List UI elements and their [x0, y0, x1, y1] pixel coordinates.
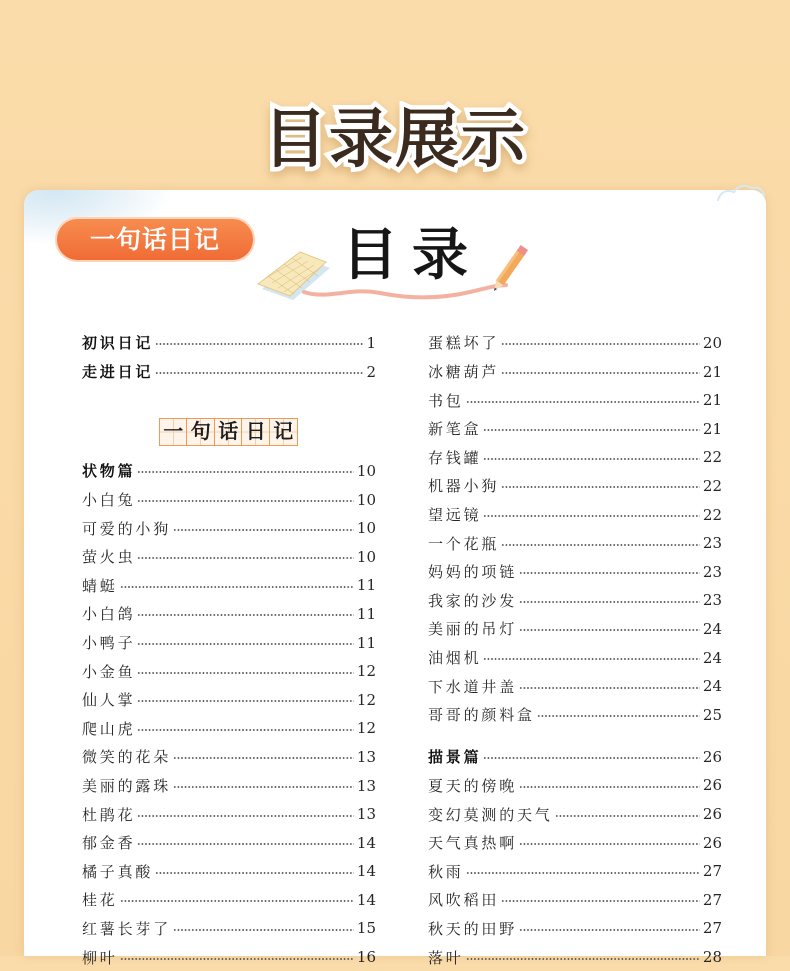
dot-leader [466, 957, 700, 961]
dot-leader [537, 714, 700, 718]
toc-entry [82, 886, 376, 915]
dot-leader [173, 785, 354, 789]
toc-entry [428, 943, 722, 971]
page-number: 24 [702, 619, 722, 638]
page-number: 25 [702, 705, 722, 724]
page-number: 23 [702, 534, 722, 553]
dot-leader [466, 871, 700, 875]
toc-entry [82, 714, 376, 743]
toc-entry [82, 857, 376, 886]
dot-leader [155, 371, 363, 375]
toc-entry [428, 386, 722, 415]
entry-title: 美丽的吊灯 [428, 620, 518, 639]
toc-entry [82, 828, 376, 857]
dot-leader [519, 686, 700, 690]
page-number: 22 [702, 505, 722, 524]
dot-leader [173, 756, 354, 760]
toc-entry [428, 771, 722, 800]
banner-char: 记 [269, 418, 298, 446]
toc-entry [428, 615, 722, 644]
page-number: 23 [702, 591, 722, 610]
page-number: 13 [356, 805, 376, 824]
toc-entry [428, 914, 722, 943]
page-number: 21 [702, 419, 722, 438]
entry-title: 风吹稻田 [428, 891, 500, 910]
entry-title: 新笔盒 [428, 420, 482, 439]
toc-entry [428, 800, 722, 829]
toc-entry [82, 542, 376, 571]
page-number: 24 [702, 648, 722, 667]
entry-title: 哥哥的颜料盒 [428, 706, 535, 725]
toc-entry [82, 657, 376, 686]
banner-char: 一 [159, 418, 188, 446]
toc-entry [428, 672, 722, 701]
entry-title: 柳叶 [82, 948, 118, 967]
entry-title: 郁金香 [82, 834, 136, 853]
dot-leader [120, 957, 354, 961]
book-badge: 一句话日记 [55, 217, 255, 262]
toc-entry [428, 329, 722, 358]
page-number: 23 [702, 562, 722, 581]
entry-title: 蜻蜓 [82, 576, 118, 595]
page-number: 26 [702, 805, 722, 824]
entry-title: 小白兔 [82, 491, 136, 510]
dot-leader [137, 613, 354, 617]
dot-leader [483, 756, 700, 760]
entry-title: 红薯长芽了 [82, 919, 172, 938]
dot-leader [519, 571, 700, 575]
dot-leader [483, 457, 700, 461]
entry-title: 书包 [428, 391, 464, 410]
entry-title: 杜鹃花 [82, 805, 136, 824]
entry-title: 小白鸽 [82, 605, 136, 624]
entry-title: 妈妈的项链 [428, 563, 518, 582]
toc-part-heading [82, 457, 376, 486]
dot-leader [155, 342, 363, 346]
dot-leader [501, 899, 700, 903]
toc-entry [82, 628, 376, 657]
entry-title: 仙人掌 [82, 691, 136, 710]
toc-entry [428, 443, 722, 472]
entry-title: 我家的沙发 [428, 591, 518, 610]
dot-leader [501, 485, 700, 489]
entry-title: 落叶 [428, 948, 464, 967]
toc-entry [82, 914, 376, 943]
page-number: 2 [366, 362, 376, 381]
entry-title: 蛋糕坏了 [428, 334, 500, 353]
dot-leader [137, 671, 354, 675]
page-number: 26 [702, 747, 722, 766]
page-number: 10 [356, 547, 376, 566]
page-number: 24 [702, 677, 722, 696]
entry-title: 变幻莫测的天气 [428, 805, 553, 824]
entry-title: 萤火虫 [82, 548, 136, 567]
page-number: 12 [356, 662, 376, 681]
dot-leader [483, 657, 700, 661]
toc-right-column [428, 329, 722, 967]
entry-title: 走进日记 [82, 363, 154, 382]
banner-char: 话 [214, 418, 243, 446]
dot-leader [519, 785, 700, 789]
entry-title: 桂花 [82, 891, 118, 910]
entry-title: 一个花瓶 [428, 534, 500, 553]
dot-leader [501, 543, 700, 547]
entry-title: 夏天的傍晚 [428, 776, 518, 795]
object-entries-continued [428, 329, 722, 729]
page-number: 13 [356, 776, 376, 795]
dot-leader [466, 400, 700, 404]
toc-entry [428, 886, 722, 915]
banner-char: 日 [241, 418, 270, 446]
dot-leader [483, 428, 700, 432]
toc-part-heading [82, 329, 376, 358]
dot-leader [137, 842, 354, 846]
entry-title: 下水道井盖 [428, 677, 518, 696]
page-number: 27 [702, 919, 722, 938]
dot-leader [501, 342, 700, 346]
dot-leader [173, 928, 354, 932]
dot-leader [519, 628, 700, 632]
dot-leader [519, 842, 700, 846]
toc-entry [82, 685, 376, 714]
page-number: 14 [356, 890, 376, 909]
entry-title: 望远镜 [428, 506, 482, 525]
entry-title: 状物篇 [82, 462, 136, 481]
toc-entry [428, 357, 722, 386]
toc-entry [82, 600, 376, 629]
entry-title: 爬山虎 [82, 719, 136, 738]
object-entries [82, 457, 376, 971]
page-number: 1 [366, 333, 376, 352]
entry-title: 秋雨 [428, 862, 464, 881]
dot-leader [519, 600, 700, 604]
toc-entry [82, 485, 376, 514]
page-number: 14 [356, 833, 376, 852]
scene-entries [428, 743, 722, 971]
toc-part-heading [82, 357, 376, 386]
page-number: 27 [702, 862, 722, 881]
dot-leader [137, 699, 354, 703]
dot-leader [120, 899, 354, 903]
page-number: 10 [356, 490, 376, 509]
toc-card [24, 190, 766, 967]
page-number: 16 [356, 948, 376, 967]
dot-leader [137, 499, 354, 503]
page-number: 20 [702, 333, 722, 352]
entry-title: 微笑的花朵 [82, 748, 172, 767]
page-number: 22 [702, 448, 722, 467]
dot-leader [137, 642, 354, 646]
toc-entry [82, 800, 376, 829]
toc-part-heading [428, 743, 722, 772]
page-number: 11 [356, 633, 376, 652]
page-number: 11 [356, 604, 376, 623]
banner-char: 句 [186, 418, 215, 446]
entry-title: 小金鱼 [82, 662, 136, 681]
page-number: 10 [356, 519, 376, 538]
page-number: 13 [356, 747, 376, 766]
entry-title: 机器小狗 [428, 477, 500, 496]
toc-entry [428, 414, 722, 443]
toc-entry [82, 514, 376, 543]
toc-entry [428, 857, 722, 886]
toc-entry [428, 700, 722, 729]
dot-leader [137, 556, 354, 560]
page-number: 21 [702, 391, 722, 410]
entry-title: 可爱的小狗 [82, 519, 172, 538]
dot-leader [137, 470, 354, 474]
section-banner [82, 386, 376, 457]
toc-entry [82, 571, 376, 600]
dot-leader [120, 585, 354, 589]
toc-entry [428, 586, 722, 615]
entry-title: 冰糖葫芦 [428, 363, 500, 382]
entry-title: 存钱罐 [428, 448, 482, 467]
entry-title: 描景篇 [428, 748, 482, 767]
page-number: 26 [702, 776, 722, 795]
dot-leader [137, 728, 354, 732]
dot-leader [501, 371, 700, 375]
page-number: 28 [702, 948, 722, 967]
entry-title: 秋天的田野 [428, 919, 518, 938]
page-number: 15 [356, 919, 376, 938]
toc-entry [82, 743, 376, 772]
dot-leader [555, 814, 700, 818]
toc-left-column [82, 329, 376, 967]
toc-entry [428, 529, 722, 558]
page-number: 27 [702, 890, 722, 909]
page-number: 14 [356, 862, 376, 881]
entry-title: 天气真热啊 [428, 834, 518, 853]
toc-entry [82, 771, 376, 800]
toc-entry [428, 557, 722, 586]
toc-entry [428, 472, 722, 501]
dot-leader [483, 514, 700, 518]
dot-leader [519, 928, 700, 932]
page-title: 目录展示 [263, 103, 527, 177]
dot-leader [155, 871, 354, 875]
page-number: 12 [356, 690, 376, 709]
entry-title: 小鸭子 [82, 634, 136, 653]
page-number: 21 [702, 362, 722, 381]
page-number: 26 [702, 833, 722, 852]
dot-leader [137, 814, 354, 818]
entry-title: 美丽的露珠 [82, 777, 172, 795]
toc-entry [428, 828, 722, 857]
toc-entry [82, 943, 376, 971]
entry-title: 橘子真酸 [82, 862, 154, 881]
toc-heading: 目录 [342, 222, 482, 288]
page-number: 11 [356, 576, 376, 595]
entry-title: 油烟机 [428, 649, 482, 668]
page-number: 12 [356, 719, 376, 738]
intro-entries [82, 329, 376, 386]
page-number: 22 [702, 476, 722, 495]
toc-entry [428, 500, 722, 529]
page-number: 10 [356, 461, 376, 480]
entry-title: 初识日记 [82, 334, 154, 353]
toc-entry [428, 643, 722, 672]
dot-leader [173, 528, 354, 532]
